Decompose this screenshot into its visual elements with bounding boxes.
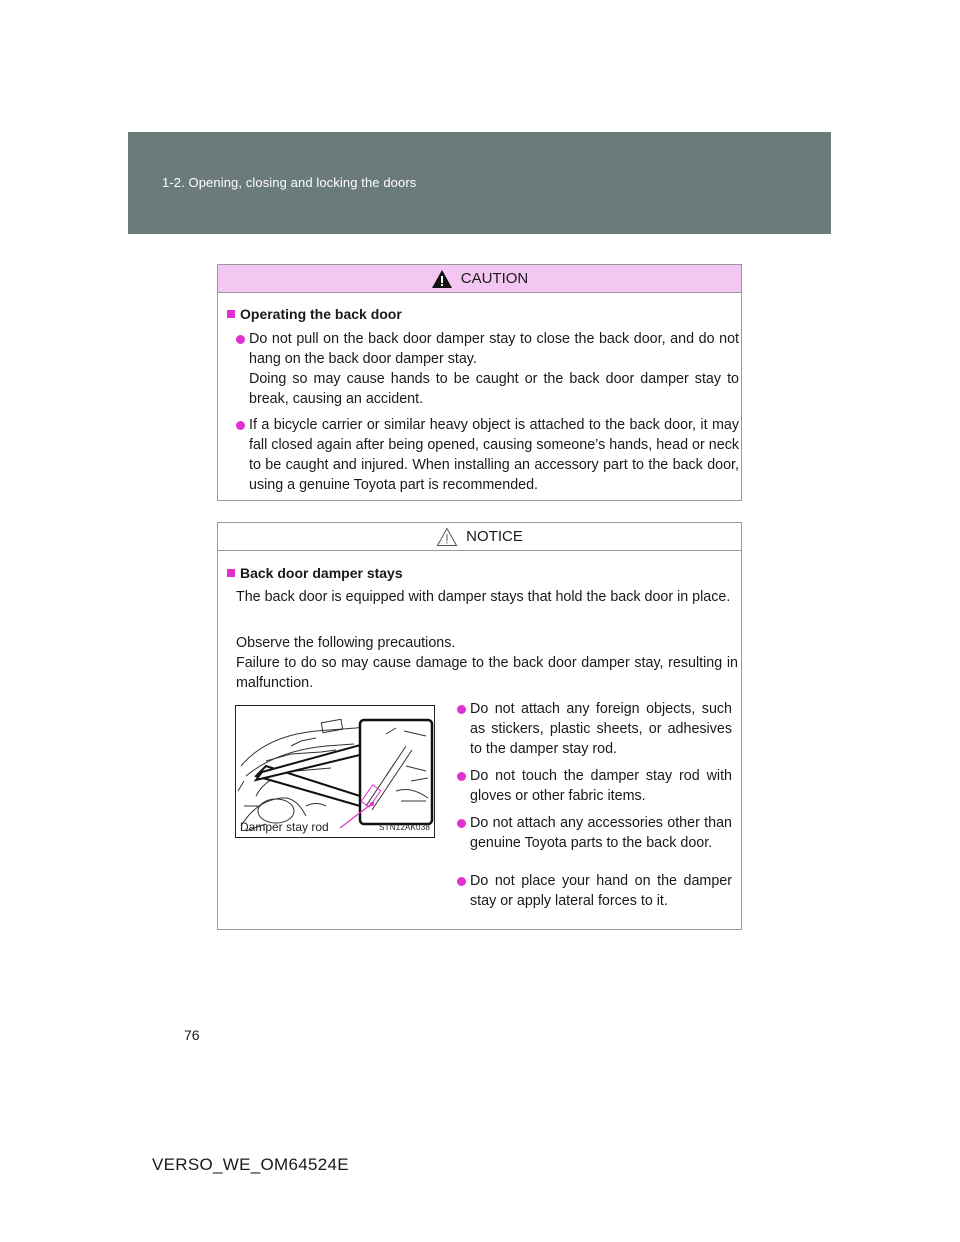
document-code: VERSO_WE_OM64524E <box>152 1155 349 1174</box>
notice-section-title: Back door damper stays <box>227 565 403 581</box>
warning-outline-icon <box>436 527 458 547</box>
damper-stay-rod-label: Damper stay rod <box>240 820 329 834</box>
notice-header <box>218 523 741 551</box>
notice-bullet-4: Do not place your hand on the damper stay or apply lateral forces to it. <box>470 871 732 911</box>
caution-title: CAUTION <box>460 270 529 287</box>
figure-code: STN12AK038 <box>379 823 430 832</box>
warning-filled-icon <box>431 269 453 289</box>
page-number: 76 <box>184 1027 200 1043</box>
notice-paragraph-2: Observe the following precautions. Failure to do so may cause damage to the back door damper stay, resulting in malfunction. <box>236 635 738 691</box>
back-door-drawing <box>236 706 435 838</box>
bullet-dot-icon <box>457 877 466 886</box>
damper-stay-illustration <box>235 705 435 838</box>
caution-section-title: Operating the back door <box>227 306 402 322</box>
caution-bullet-1: Do not pull on the back door damper stay to close the back door, and do not hang on the back door damper stay. Doing so may cause hands to be caught or the back door damper stay to break, causing an accident. <box>249 329 739 409</box>
bullet-dot-icon <box>236 335 245 344</box>
bullet-dot-icon <box>457 705 466 714</box>
notice-title: NOTICE <box>466 528 523 545</box>
section-title: 1-2. Opening, closing and locking the doors <box>162 175 417 190</box>
bullet-dot-icon <box>236 421 245 430</box>
caution-box <box>217 264 742 501</box>
square-bullet-icon <box>227 310 235 318</box>
caution-bullet-2: If a bicycle carrier or similar heavy object is attached to the back door, it may fall closed again after being opened, causing someone’s hands, head or neck to be caught and injured. When installing an accessory part to the back door, using a genuine Toyota part is recommended. <box>249 415 739 495</box>
section-header <box>128 132 831 234</box>
caution-header <box>218 265 741 293</box>
notice-paragraph-1: The back door is equipped with damper stays that hold the back door in place. <box>236 589 731 605</box>
bullet-dot-icon <box>457 819 466 828</box>
notice-bullet-2: Do not touch the damper stay rod with gloves or other fabric items. <box>470 766 732 806</box>
notice-bullet-1: Do not attach any foreign objects, such as stickers, plastic sheets, or adhesives to the damper stay rod. <box>470 699 732 759</box>
notice-box <box>217 522 742 930</box>
bullet-dot-icon <box>457 772 466 781</box>
notice-bullet-3: Do not attach any accessories other than genuine Toyota parts to the back door. <box>470 813 732 853</box>
square-bullet-icon <box>227 569 235 577</box>
